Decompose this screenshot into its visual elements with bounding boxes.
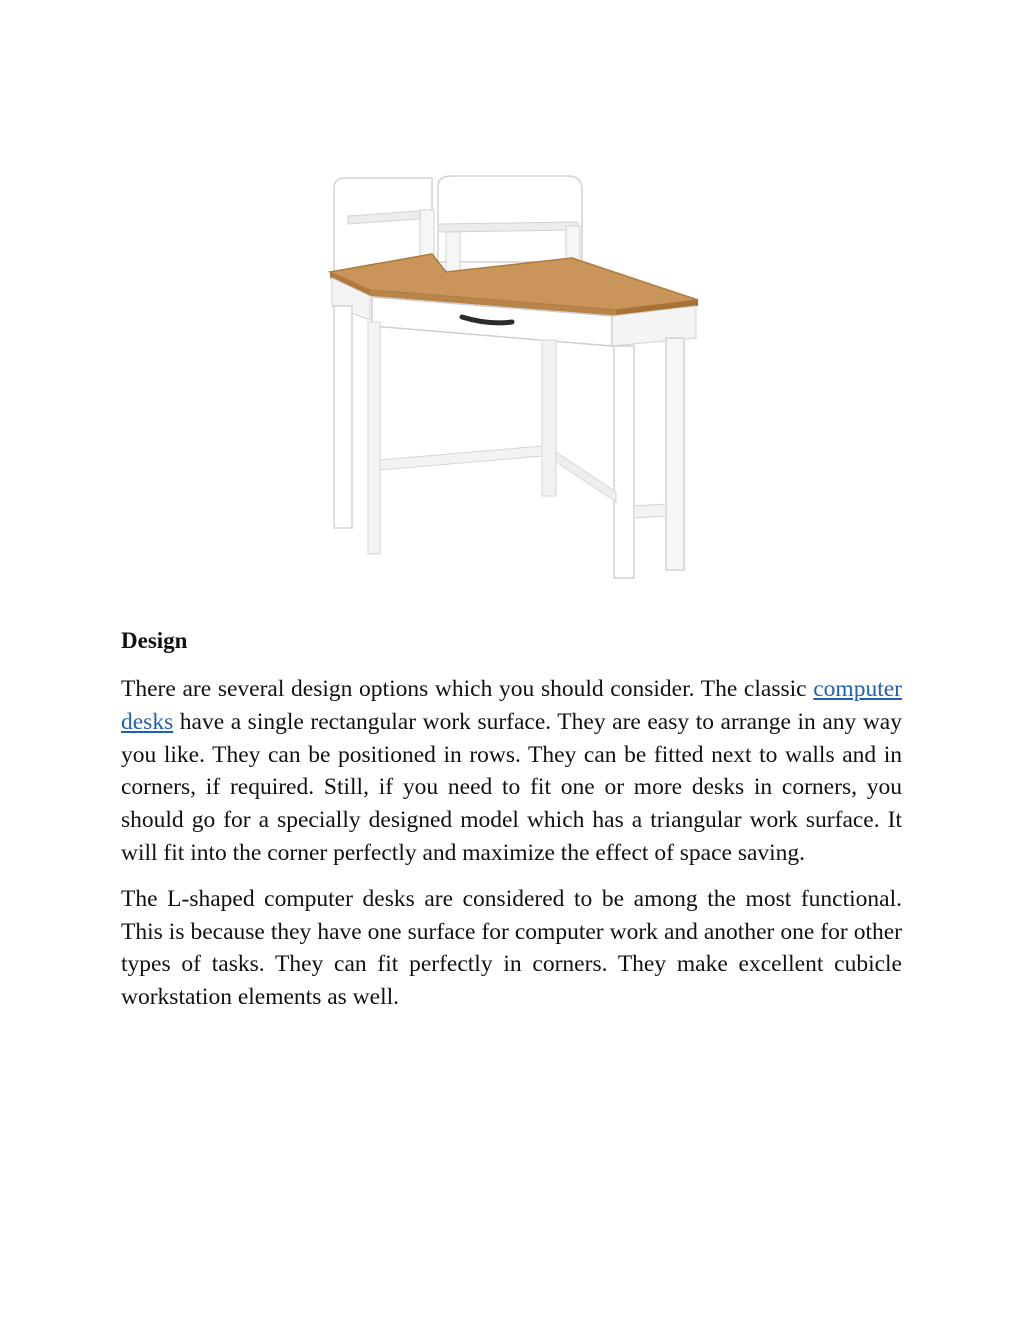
corner-desk-image <box>320 170 710 590</box>
section-heading: Design <box>121 628 188 653</box>
paragraph-rest: have a single rectangular work surface. They are easy to arrange in any way you like. They can be positioned in rows. They can be fitted next to walls and in corners, if required. Still, if you need to fit one or more desks in corners, you should go for a specially designed model which has a triangular work surface. It will fit into the corner perfectly and maximize the effect of space saving. <box>121 708 902 866</box>
paragraph-lead: There are several design options which you should consider. The classic <box>121 676 814 702</box>
paragraph-design-options <box>121 673 902 870</box>
corner-desk-icon <box>320 170 710 590</box>
article-section <box>121 624 902 1027</box>
computer-desks-link[interactable]: computer desks <box>121 676 902 735</box>
paragraph-l-shaped: The L-shaped computer desks are considered to be among the most functional. This is because they have one surface for computer work and another one for other types of tasks. They can fit perfectly in corners. They make excellent cubicle workstation elements as well. <box>121 885 902 1011</box>
